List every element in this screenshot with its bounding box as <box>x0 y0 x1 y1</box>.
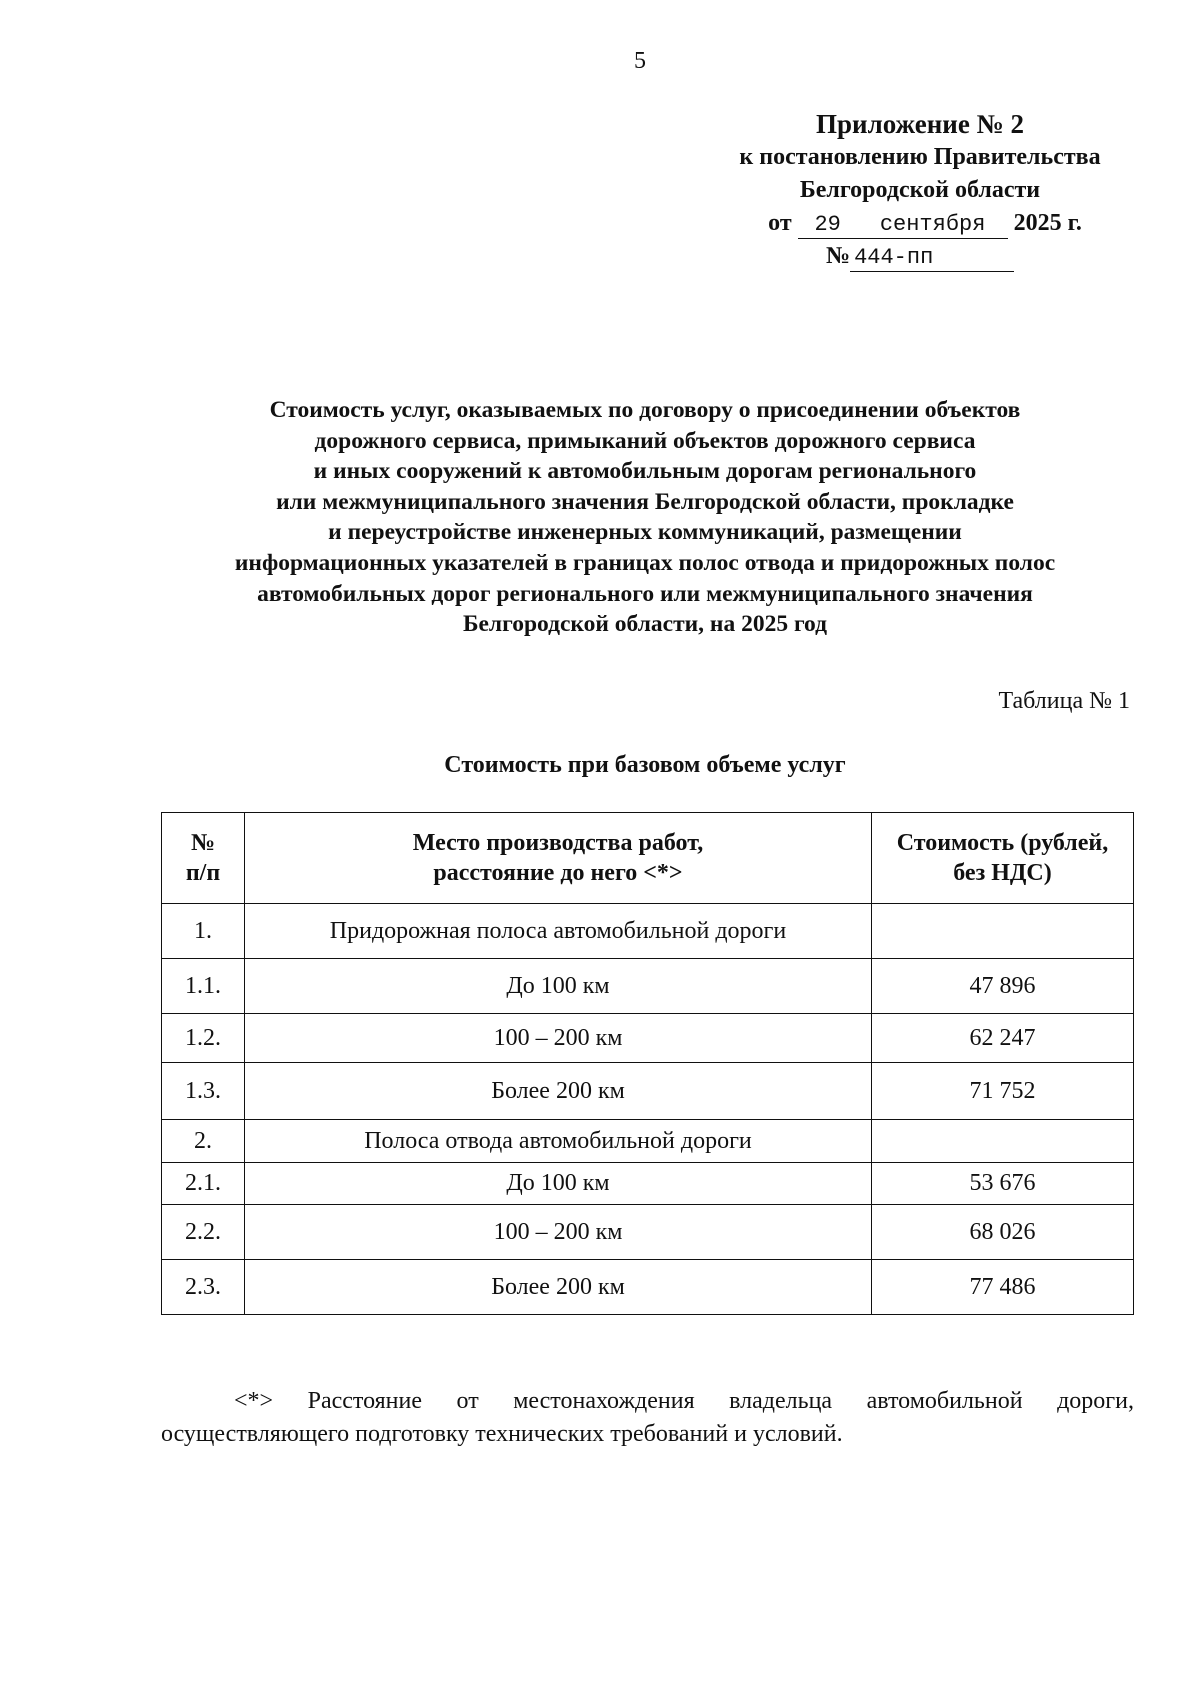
header-cost-line-1: Стоимость (рублей, <box>896 830 1109 856</box>
cell-cost: 71 752 <box>872 1063 1134 1120</box>
appendix-line-1: к постановлению Правительства <box>739 144 1101 170</box>
table-row <box>162 1205 1134 1260</box>
date-prefix: от <box>768 210 792 236</box>
title-line: Стоимость услуг, оказываемых по договору о присоединении объектов <box>269 397 1021 423</box>
title-line: Белгородской области, на 2025 год <box>462 611 828 638</box>
cell-cost: 47 896 <box>872 959 1134 1014</box>
footnote-line-1: <*> Расстояние от местонахождения владельца автомобильной дороги, <box>234 1388 1134 1414</box>
header-place-line-2: расстояние до него <*> <box>433 860 683 886</box>
title-line: и переустройстве инженерных коммуникаций, размещении <box>328 519 962 546</box>
header-cost <box>872 813 1134 904</box>
cell-place: Придорожная полоса автомобильной дороги <box>245 904 872 959</box>
title-line: автомобильных дорог регионального или межмуниципального значения <box>257 580 1033 607</box>
title-line: информационных указателей в границах полос отвода и придорожных полос <box>234 549 1056 576</box>
cell-cost: 77 486 <box>872 1260 1134 1315</box>
table-row <box>162 1260 1134 1315</box>
title-line: дорожного сервиса, примыканий объектов дорожного сервиса <box>314 427 976 454</box>
cell-place: 100 – 200 км <box>245 1014 872 1063</box>
cell-num: 1.1. <box>162 959 245 1014</box>
date-month: сентября <box>858 212 1008 239</box>
header-place-line-1: Место производства работ, <box>412 830 704 856</box>
footnote-line-2: осуществляющего подготовку технических требований и условий. <box>161 1421 843 1447</box>
cell-num: 2.1. <box>162 1163 245 1205</box>
cell-place: Полоса отвода автомобильной дороги <box>245 1120 872 1163</box>
appendix-date <box>700 207 1140 240</box>
cost-table <box>161 812 1134 1315</box>
appendix-number <box>700 240 1140 273</box>
cell-num: 2.2. <box>162 1205 245 1260</box>
table-row <box>162 1063 1134 1120</box>
table-title: Стоимость при базовом объеме услуг <box>444 752 846 778</box>
appendix-header <box>700 108 1140 273</box>
header-num <box>162 813 245 904</box>
table-row <box>162 1120 1134 1163</box>
footnote <box>161 1385 1134 1451</box>
date-day: 29 <box>798 212 858 239</box>
cell-cost <box>872 904 1134 959</box>
document-title <box>150 395 1140 640</box>
cell-place: До 100 км <box>245 1163 872 1205</box>
cell-cost: 62 247 <box>872 1014 1134 1063</box>
number-value: 444-пп <box>850 245 1014 272</box>
appendix-title: Приложение № 2 <box>816 109 1024 139</box>
title-line: и иных сооружений к автомобильным дорогам регионального <box>313 458 977 485</box>
cell-cost: 68 026 <box>872 1205 1134 1260</box>
cell-cost: 53 676 <box>872 1163 1134 1205</box>
table-header-row <box>162 813 1134 904</box>
table-row <box>162 959 1134 1014</box>
cell-num: 2. <box>162 1120 245 1163</box>
cell-num: 2.3. <box>162 1260 245 1315</box>
header-place <box>245 813 872 904</box>
cell-num: 1. <box>162 904 245 959</box>
cell-num: 1.2. <box>162 1014 245 1063</box>
date-year: 2025 г. <box>1013 210 1082 236</box>
appendix-line-2: Белгородской области <box>799 177 1041 203</box>
table-label: Таблица № 1 <box>998 688 1130 714</box>
page-number: 5 <box>634 48 646 74</box>
table-row <box>162 1163 1134 1205</box>
number-prefix: № <box>825 243 851 269</box>
cell-place: 100 – 200 км <box>245 1205 872 1260</box>
cell-place: Более 200 км <box>245 1260 872 1315</box>
cell-num: 1.3. <box>162 1063 245 1120</box>
header-num-line-2: п/п <box>185 860 221 886</box>
header-num-line-1: № <box>190 830 216 856</box>
header-cost-line-2: без НДС) <box>953 860 1052 886</box>
table-row <box>162 1014 1134 1063</box>
cell-place: Более 200 км <box>245 1063 872 1120</box>
title-line: или межмуниципального значения Белгородской области, прокладке <box>276 488 1014 515</box>
table-row <box>162 904 1134 959</box>
cell-cost <box>872 1120 1134 1163</box>
cell-place: До 100 км <box>245 959 872 1014</box>
